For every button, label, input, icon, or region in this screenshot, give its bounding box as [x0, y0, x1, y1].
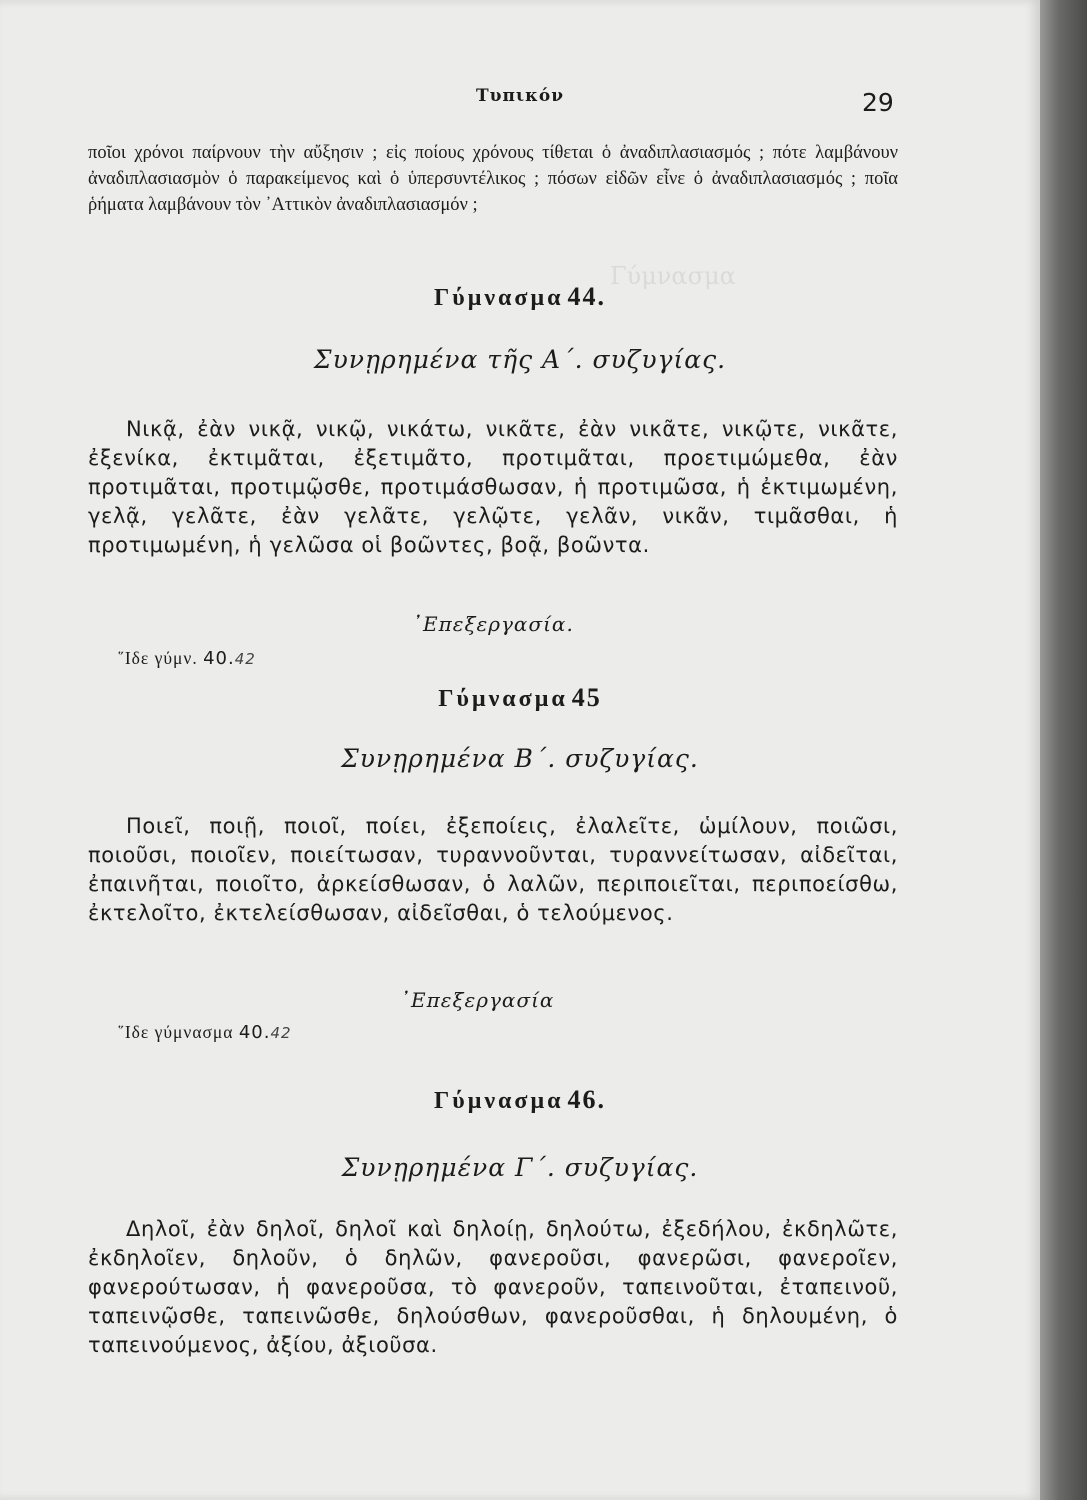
exercise-text-45: Ποιεῖ, ποιῇ, ποιοῖ, ποίει, ἐξεποίεις, ἐλαλεῖτε, ὡμίλουν, ποιῶσι, ποιοῦσι, ποιοῖεν, ποιείτωσαν, τυραννοῦνται, τυραννείτωσαν, αἰδεῖται, ἐπαινῆται, ποιοῖτο, ἀρκείσθωσαν, ὁ λαλῶν, περιποιεῖται, περιποείσθω, ἐκτελοῖτο, ἐκτελείσθωσαν, αἰδεῖσθαι, ὁ τελούμενος. [88, 814, 898, 925]
running-title: Τυπικόν [476, 86, 564, 106]
exercise-heading-number: 44. [567, 282, 606, 311]
exercise-heading-word: Γύμνασμα [433, 1088, 564, 1114]
reference-number: 40. [238, 1022, 271, 1043]
exercise-heading-word: Γύμνασμα [438, 686, 568, 712]
bleed-through: Γύμνασμα [610, 262, 736, 290]
exercise-subtitle-44: Συνῃρημένα τῆς Α΄. συζυγίας. [313, 345, 727, 374]
elaboration-label-45: ᾿Επεξεργασία [400, 988, 555, 1012]
exercise-heading-number: 45 [571, 683, 602, 712]
exercise-text-44: Νικᾷ, ἐὰν νικᾷ, νικῷ, νικάτω, νικᾶτε, ἐὰν νικᾶτε, νικῷτε, νικᾶτε, ἐξενίκα, ἐκτιμᾶται, ἐξετιμᾶτο, προτιμᾶται, προετιμώμεθα, ἐὰν προτιμᾶται, προτιμῷσθε, προτιμάσθωσαν, ἡ προτιμῶσα, ἡ ἐκτιμωμένη, γελᾷ, γελᾶτε, ἐὰν γελᾶτε, γελῷτε, γελᾶν, νικᾶν, τιμᾶσθαι, ἡ προτιμωμένη, ἡ γελῶσα οἱ βοῶντες, βοᾷ, βοῶντα. [88, 417, 898, 557]
exercise-heading-word: Γύμνασμα [433, 285, 564, 311]
intro-paragraph: ποῖοι χρόνοι παίρνουν τὴν αὔξησιν ; εἰς ποίους χρόνους τίθεται ὁ ἀναδιπλασιασμός ; πότε λαμβάνουν ἀναδιπλασιασμὸν ὁ παρακείμενος καὶ ὁ ὑπερσυντέλικος ; πόσων εἰδῶν εἶνε ὁ ἀναδιπλασιασμός ; ποῖα ῥήματα λαμβάνουν τὸν ᾿Αττικὸν ἀναδιπλασιασμόν ; [88, 143, 898, 215]
exercise-text-46: Δηλοῖ, ἐὰν δηλοῖ, δηλοῖ καὶ δηλοίῃ, δηλούτω, ἐξεδήλου, ἐκδηλῶτε, ἐκδηλοῖεν, δηλοῦν, ὁ δηλῶν, φανεροῦσι, φανερῶσι, φανεροῖεν, φανερούτωσαν, ἡ φανεροῦσα, τὸ φανεροῦν, ταπεινοῦται, ἐταπεινοῦ, ταπεινῷσθε, ταπεινῶσθε, δηλούσθων, φανεροῦσθαι, ἡ δηλουμένη, ὁ ταπεινούμενος, ἀξίου, ἀξιοῦσα. [88, 1217, 898, 1357]
reference-45 [118, 1022, 292, 1043]
page-number: 29 [862, 88, 894, 117]
exercise-heading-46 [0, 1085, 1040, 1115]
handwritten-note: 42 [270, 1024, 292, 1042]
reference-number: 40. [203, 648, 235, 669]
reference-44 [118, 648, 256, 669]
handwritten-note: 42 [234, 650, 256, 668]
exercise-subtitle-45: Συνῃρημένα Β΄. συζυγίας. [341, 744, 699, 773]
exercise-heading-45 [0, 683, 1040, 713]
page-edge-shadow [1040, 0, 1087, 1500]
reference-text: ῞Ιδε γύμνασμα [118, 1022, 234, 1042]
exercise-subtitle-46: Συνῃρημένα Γ΄. συζυγίας. [341, 1153, 699, 1182]
reference-text: ῞Ιδε γύμν. [118, 648, 198, 668]
exercise-heading-number: 46. [567, 1085, 606, 1114]
elaboration-label-44: ᾿Επεξεργασία. [412, 612, 574, 636]
exercise-heading-44 [0, 282, 1040, 312]
